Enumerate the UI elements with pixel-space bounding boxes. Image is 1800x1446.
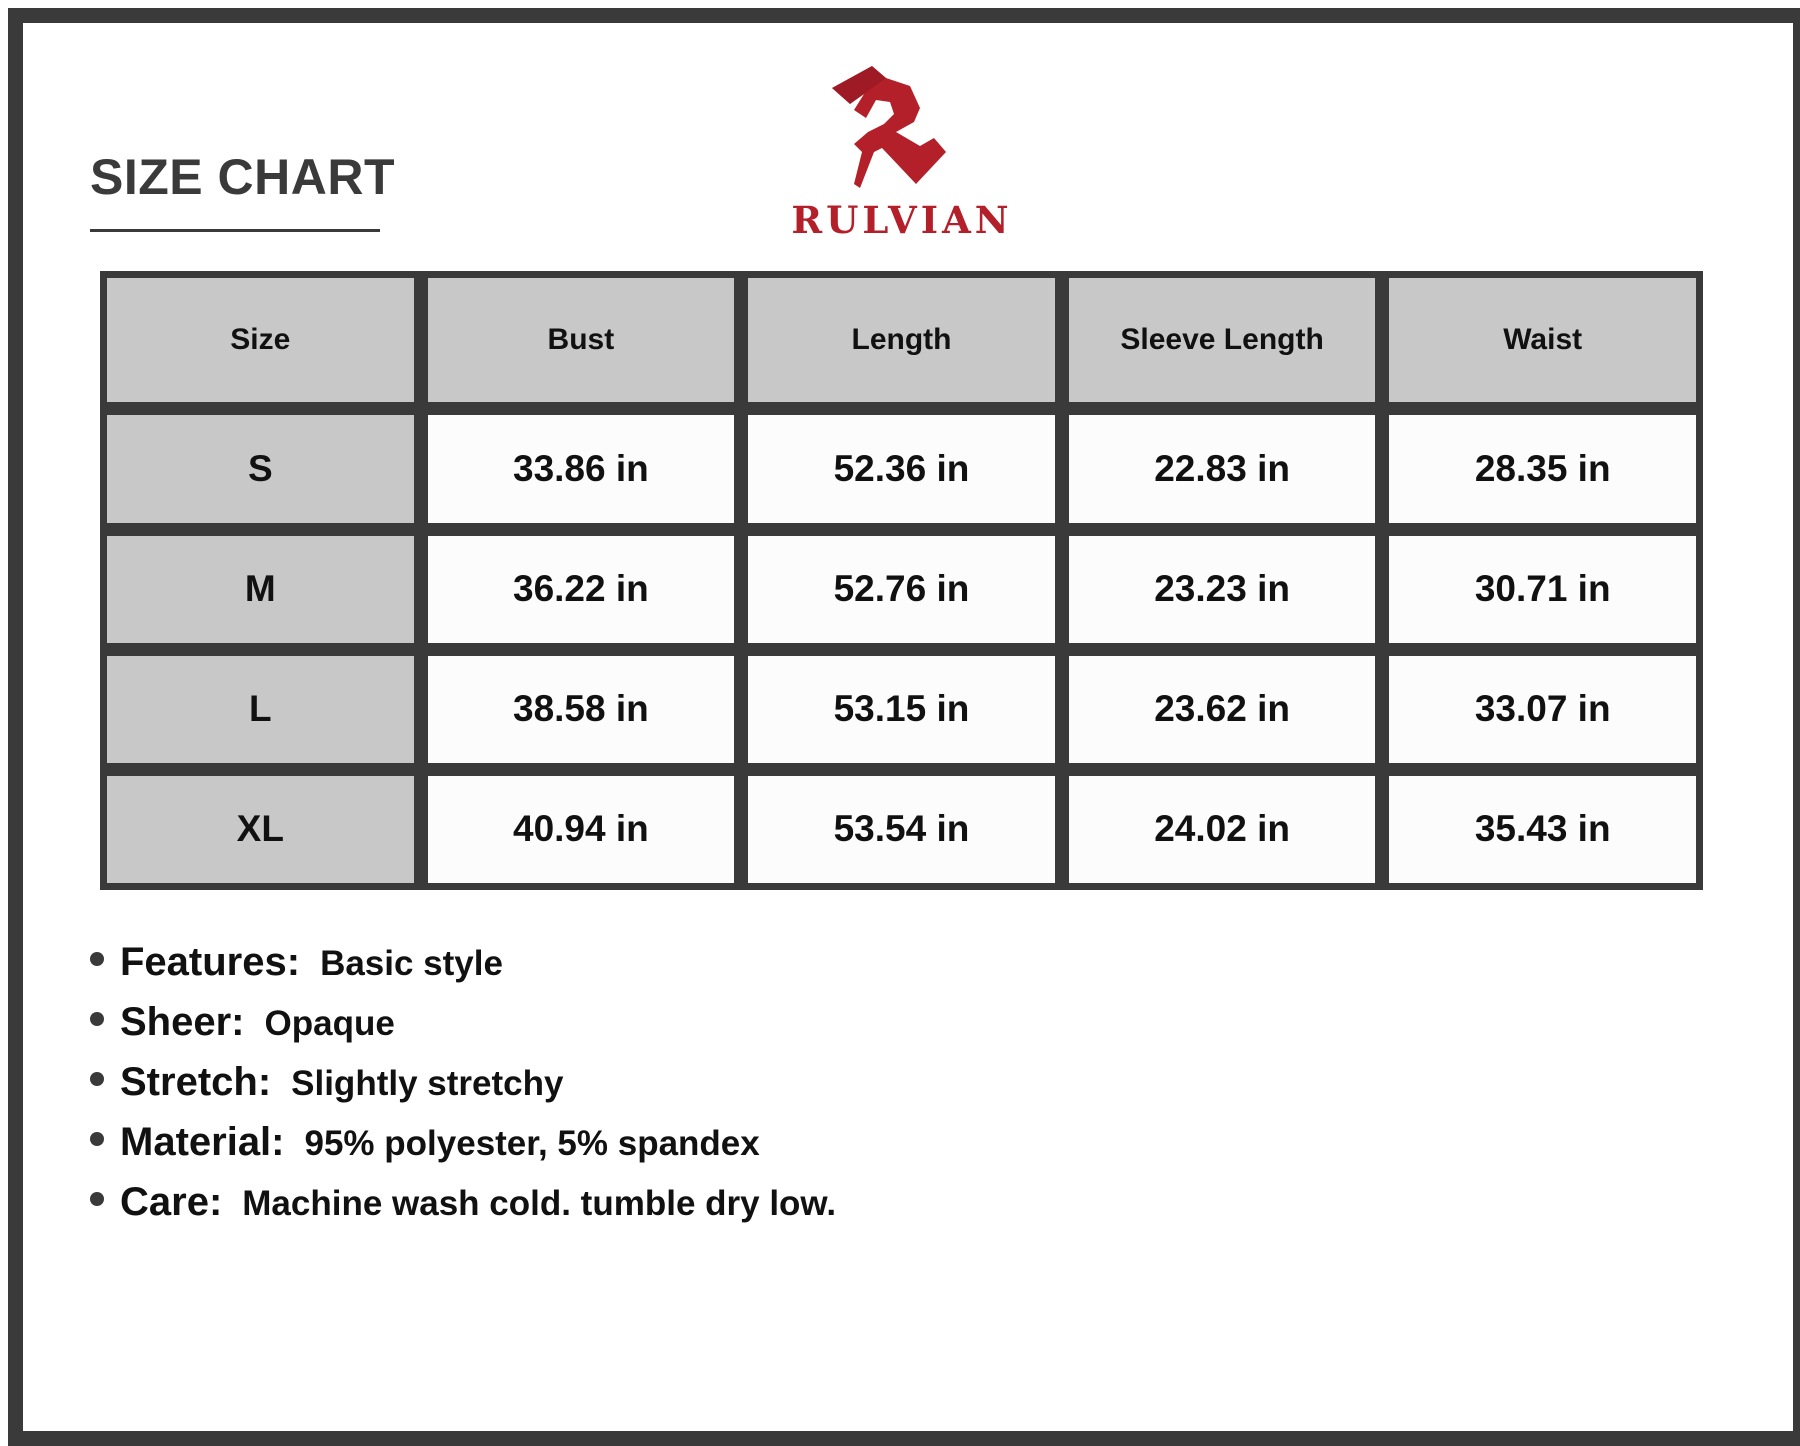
spec-care (90, 1180, 1290, 1240)
size-cell: L (107, 656, 414, 763)
spec-label: Stretch: (120, 1060, 272, 1104)
header-waist: Waist (1389, 278, 1696, 402)
bust-cell: 33.86 in (428, 415, 735, 522)
bust-cell: 40.94 in (428, 776, 735, 883)
waist-cell: 28.35 in (1389, 415, 1696, 522)
length-cell: 52.76 in (748, 536, 1055, 643)
length-cell: 53.15 in (748, 656, 1055, 763)
bullet-icon (90, 1192, 104, 1206)
spec-value: Opaque (264, 1004, 395, 1043)
spec-material (90, 1120, 1290, 1180)
sleeve-length-cell: 24.02 in (1069, 776, 1376, 883)
bullet-icon (90, 1012, 104, 1026)
bullet-icon (90, 1132, 104, 1146)
spec-label: Care: (120, 1180, 223, 1224)
sleeve-length-cell: 23.62 in (1069, 656, 1376, 763)
size-table (100, 271, 1703, 890)
header-sleeve-length: Sleeve Length (1069, 278, 1376, 402)
spec-label: Sheer: (120, 1000, 245, 1044)
header-bust: Bust (428, 278, 735, 402)
spec-label: Features: (120, 940, 301, 984)
size-cell: S (107, 415, 414, 522)
bust-cell: 38.58 in (428, 656, 735, 763)
sleeve-length-cell: 23.23 in (1069, 536, 1376, 643)
brand-name: RULVIAN (791, 198, 1013, 242)
bullet-icon (90, 1072, 104, 1086)
spec-value: Basic style (320, 944, 503, 983)
spec-stretch (90, 1060, 1290, 1120)
size-cell: XL (107, 776, 414, 883)
spec-value: Machine wash cold. tumble dry low. (242, 1184, 837, 1223)
waist-cell: 35.43 in (1389, 776, 1696, 883)
header-size: Size (107, 278, 414, 402)
waist-cell: 33.07 in (1389, 656, 1696, 763)
brand-logo (782, 60, 1022, 250)
length-cell: 52.36 in (748, 415, 1055, 522)
bullet-icon (90, 952, 104, 966)
sleeve-length-cell: 22.83 in (1069, 415, 1376, 522)
title-underline (90, 229, 380, 232)
size-cell: M (107, 536, 414, 643)
spec-value: 95% polyester, 5% spandex (304, 1124, 760, 1163)
bust-cell: 36.22 in (428, 536, 735, 643)
spec-features (90, 940, 1290, 1000)
length-cell: 53.54 in (748, 776, 1055, 883)
spec-sheer (90, 1000, 1290, 1060)
page-title: SIZE CHART (90, 149, 395, 205)
spec-value: Slightly stretchy (291, 1064, 564, 1103)
spec-label: Material: (120, 1120, 285, 1164)
product-specs (90, 940, 1290, 1240)
waist-cell: 30.71 in (1389, 536, 1696, 643)
brand-r-mark-icon (824, 60, 974, 200)
header-length: Length (748, 278, 1055, 402)
